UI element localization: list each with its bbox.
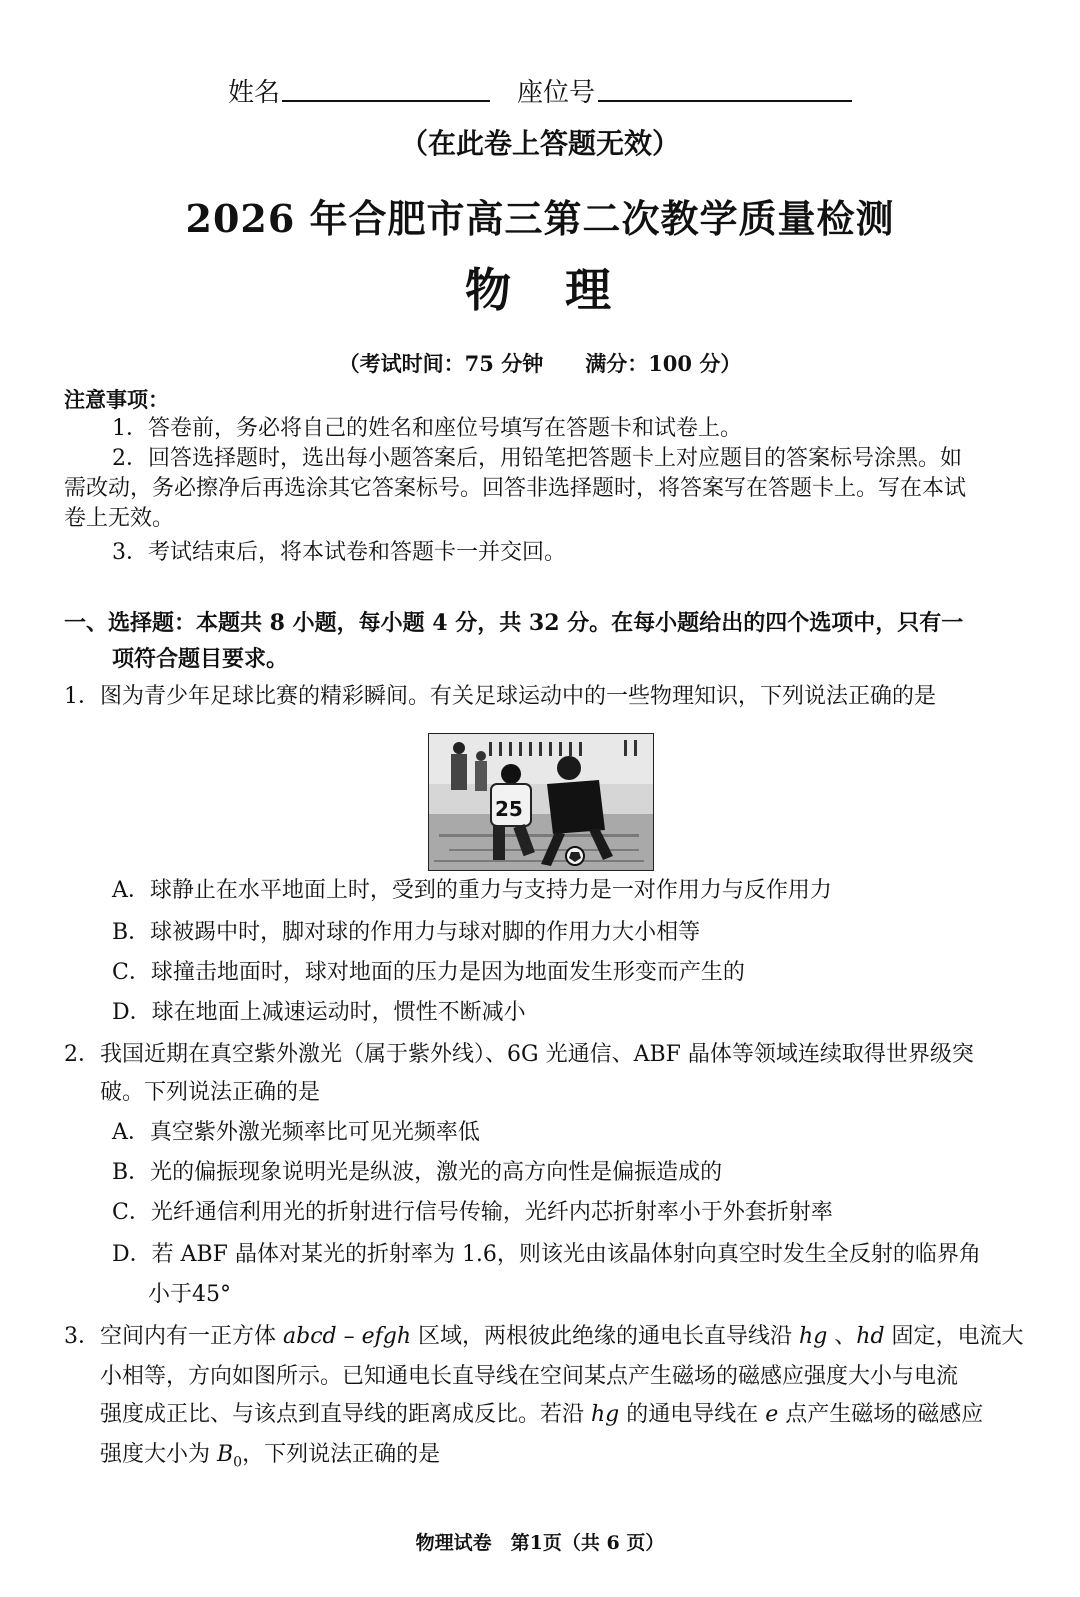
seat-blank <box>598 100 852 102</box>
note-2-cont: 需改动，务必擦净后再选涂其它答案标号。回答非选择题时，将答案写在答题卡上。写在本试 <box>64 476 967 501</box>
q3-dash: – <box>336 1324 362 1349</box>
q3-text: 强度成正比、与该点到直导线的距离成反比。若沿 <box>100 1402 591 1427</box>
q2-option-a: A．真空紫外激光频率比可见光频率低 <box>112 1120 480 1145</box>
q1-option-d: D．球在地面上减速运动时，惯性不断减小 <box>112 1000 526 1025</box>
q3-math: efgh <box>361 1324 412 1349</box>
q3-line-4 <box>100 1436 440 1481</box>
q3-line-3 <box>100 1396 983 1434</box>
q3-text: 固定，电流大 <box>884 1324 1024 1349</box>
notes-title: 注意事项： <box>64 387 169 412</box>
note-3: 3．考试结束后，将本试卷和答题卡一并交回。 <box>112 540 566 565</box>
name-label: 姓名 <box>228 78 281 108</box>
q2-option-d-cont: 小于45° <box>148 1282 231 1307</box>
invalid-note: （在此卷上答题无效） <box>399 127 680 160</box>
q3-math: hg <box>799 1324 828 1349</box>
section-heading: 一、选择题：本题共 8 小题，每小题 4 分，共 32 分。在每小题给出的四个选项中，只有一 <box>64 610 964 636</box>
q3-math: hg <box>591 1402 620 1427</box>
jersey-number: 25 <box>495 797 523 821</box>
q3-text: 、 <box>827 1324 857 1349</box>
q3-line-2: 小相等，方向如图所示。已知通电长直导线在空间某点产生磁场的磁感应强度大小与电流 <box>100 1364 959 1389</box>
q3-text: 3．空间内有一正方体 <box>64 1324 283 1349</box>
soccer-photo <box>428 733 654 871</box>
exam-title: 2026 年合肥市高三第二次教学质量检测 <box>185 196 895 241</box>
q3-line-1 <box>64 1318 1024 1356</box>
q2-stem: 2．我国近期在真空紫外激光（属于紫外线）、6G 光通信、ABF 晶体等领域连续取得世界级突 <box>64 1042 974 1067</box>
q2-option-c: C．光纤通信利用光的折射进行信号传输，光纤内芯折射率小于外套折射率 <box>112 1200 833 1225</box>
q3-math: hd <box>856 1324 885 1349</box>
q2-option-d: D．若 ABF 晶体对某光的折射率为 1.6，则该光由该晶体射向真空时发生全反射的临界角 <box>112 1242 981 1267</box>
name-blank <box>282 100 490 102</box>
q3-text: 强度大小为 <box>100 1442 217 1467</box>
q3-text: 的通电导线在 <box>619 1402 766 1427</box>
page-footer: 物理试卷 第1页（共 6 页） <box>415 1532 665 1554</box>
note-2-end: 卷上无效。 <box>64 506 175 531</box>
q2-stem-cont: 破。下列说法正确的是 <box>100 1080 321 1105</box>
q3-text: ，下列说法正确的是 <box>242 1442 441 1467</box>
note-2: 2．回答选择题时，选出每小题答案后，用铅笔把答题卡上对应题目的答案标号涂黑。如 <box>112 446 962 471</box>
soccer-photo-illustration <box>429 734 653 870</box>
q1-option-c: C．球撞击地面时，球对地面的压力是因为地面发生形变而产生的 <box>112 960 745 985</box>
q1-option-a: A．球静止在水平地面上时，受到的重力与支持力是一对作用力与反作用力 <box>112 878 832 903</box>
exam-info: （考试时间：75 分钟 满分：100 分） <box>338 351 742 376</box>
q3-math: B <box>217 1442 234 1467</box>
seat-label: 座位号 <box>517 78 596 108</box>
subject-title: 物 理 <box>465 263 615 317</box>
q2-option-b: B．光的偏振现象说明光是纵波，激光的高方向性是偏振造成的 <box>112 1160 723 1185</box>
section-heading-cont: 项符合题目要求。 <box>112 646 289 672</box>
q1-option-b: B．球被踢中时，脚对球的作用力与球对脚的作用力大小相等 <box>112 920 701 945</box>
q3-math: e <box>765 1402 779 1427</box>
note-1: 1．答卷前，务必将自己的姓名和座位号填写在答题卡和试卷上。 <box>112 416 742 441</box>
q1-stem: 1．图为青少年足球比赛的精彩瞬间。有关足球运动中的一些物理知识，下列说法正确的是 <box>64 684 937 709</box>
q3-text: 区域，两根彼此绝缘的通电长直导线沿 <box>411 1324 800 1349</box>
q3-subscript: 0 <box>233 1454 243 1471</box>
q3-math: abcd <box>283 1324 337 1349</box>
q3-text: 点产生磁场的磁感应 <box>778 1402 984 1427</box>
